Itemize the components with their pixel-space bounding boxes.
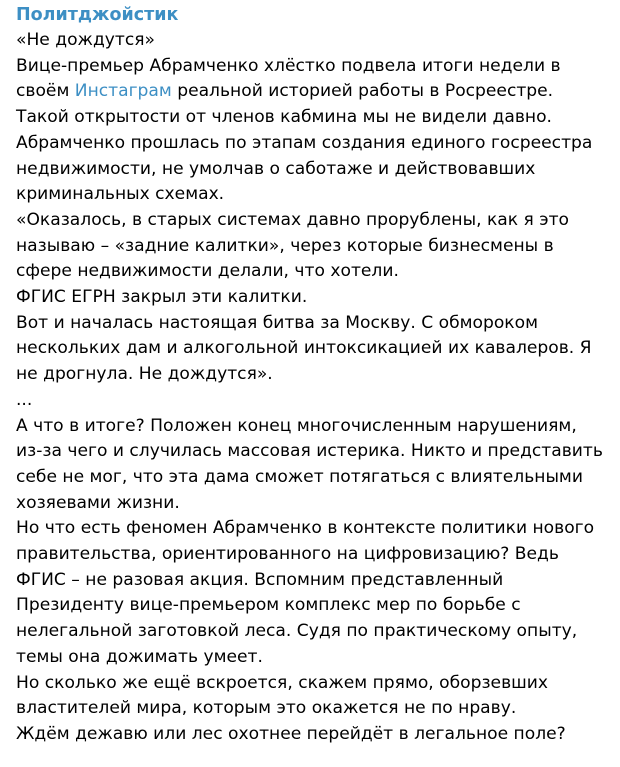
instagram-link[interactable]: Инстаграм	[74, 81, 172, 102]
text-line: криминальных схемах.	[16, 184, 225, 205]
quote-line: называю – «задние калитки», через которые бизнесмены в	[16, 235, 554, 256]
quote-line: ФГИС ЕГРН закрыл эти калитки.	[16, 287, 308, 308]
post-title: «Не дождутся»	[16, 30, 155, 50]
quote-line: не дрогнула. Не дождутся».	[16, 364, 273, 385]
text-fragment: реальной историей работы в Росреестре.	[171, 81, 554, 102]
text-line: темы она дожимать умеет.	[16, 646, 263, 667]
ellipsis-separator: ...	[16, 389, 33, 410]
text-line: ФГИС – не разовая акция. Вспомним представленный	[16, 569, 504, 590]
message-text	[16, 28, 610, 748]
quote-line: Вот и началась настоящая битва за Москву. С обмороком	[16, 312, 538, 333]
text-line: Но сколько же ещё вскроется, скажем прямо, оборзевших	[16, 672, 549, 693]
quote-line: нескольких дам и алкогольной интоксикацией их кавалеров. Я	[16, 338, 592, 359]
text-line: А что в итоге? Положен конец многочисленным нарушениям,	[16, 415, 577, 436]
text-line: правительства, ориентированного на цифровизацию? Ведь	[16, 544, 559, 565]
text-line: себе не мог, что эта дама сможет потягаться с влиятельными	[16, 466, 583, 487]
text-line: хозяевами жизни.	[16, 492, 180, 513]
text-line: Такой открытости от членов кабмина мы не видели давно.	[16, 107, 552, 128]
quote-line: сфере недвижимости делали, что хотели.	[16, 261, 399, 282]
text-line: Но что есть феномен Абрамченко в контексте политики нового	[16, 518, 595, 539]
text-line: Ждём дежавю или лес охотнее перейдёт в легальное поле?	[16, 723, 566, 744]
text-line: Абрамченко прошлась по этапам создания единого госреестра	[16, 132, 593, 153]
text-line: из-за чего и случилась массовая истерика. Никто и представить	[16, 441, 603, 462]
text-line: Президенту вице-премьером комплекс мер по борьбе с	[16, 595, 521, 616]
text-line: недвижимости, не умолчав о саботаже и действовавших	[16, 158, 536, 179]
text-fragment: своём	[16, 81, 75, 102]
text-line: властителей мира, которым это окажется не по нраву.	[16, 698, 517, 719]
text-line-with-link	[16, 79, 610, 105]
quote-line: «Оказалось, в старых системах давно прорублены, как я это	[16, 209, 570, 230]
channel-name[interactable]: Политджойстик	[16, 5, 179, 25]
text-line: Вице-премьер Абрамченко хлёстко подвела итоги недели в	[16, 55, 561, 76]
text-line: нелегальной заготовкой леса. Судя по практическому опыту,	[16, 621, 578, 642]
